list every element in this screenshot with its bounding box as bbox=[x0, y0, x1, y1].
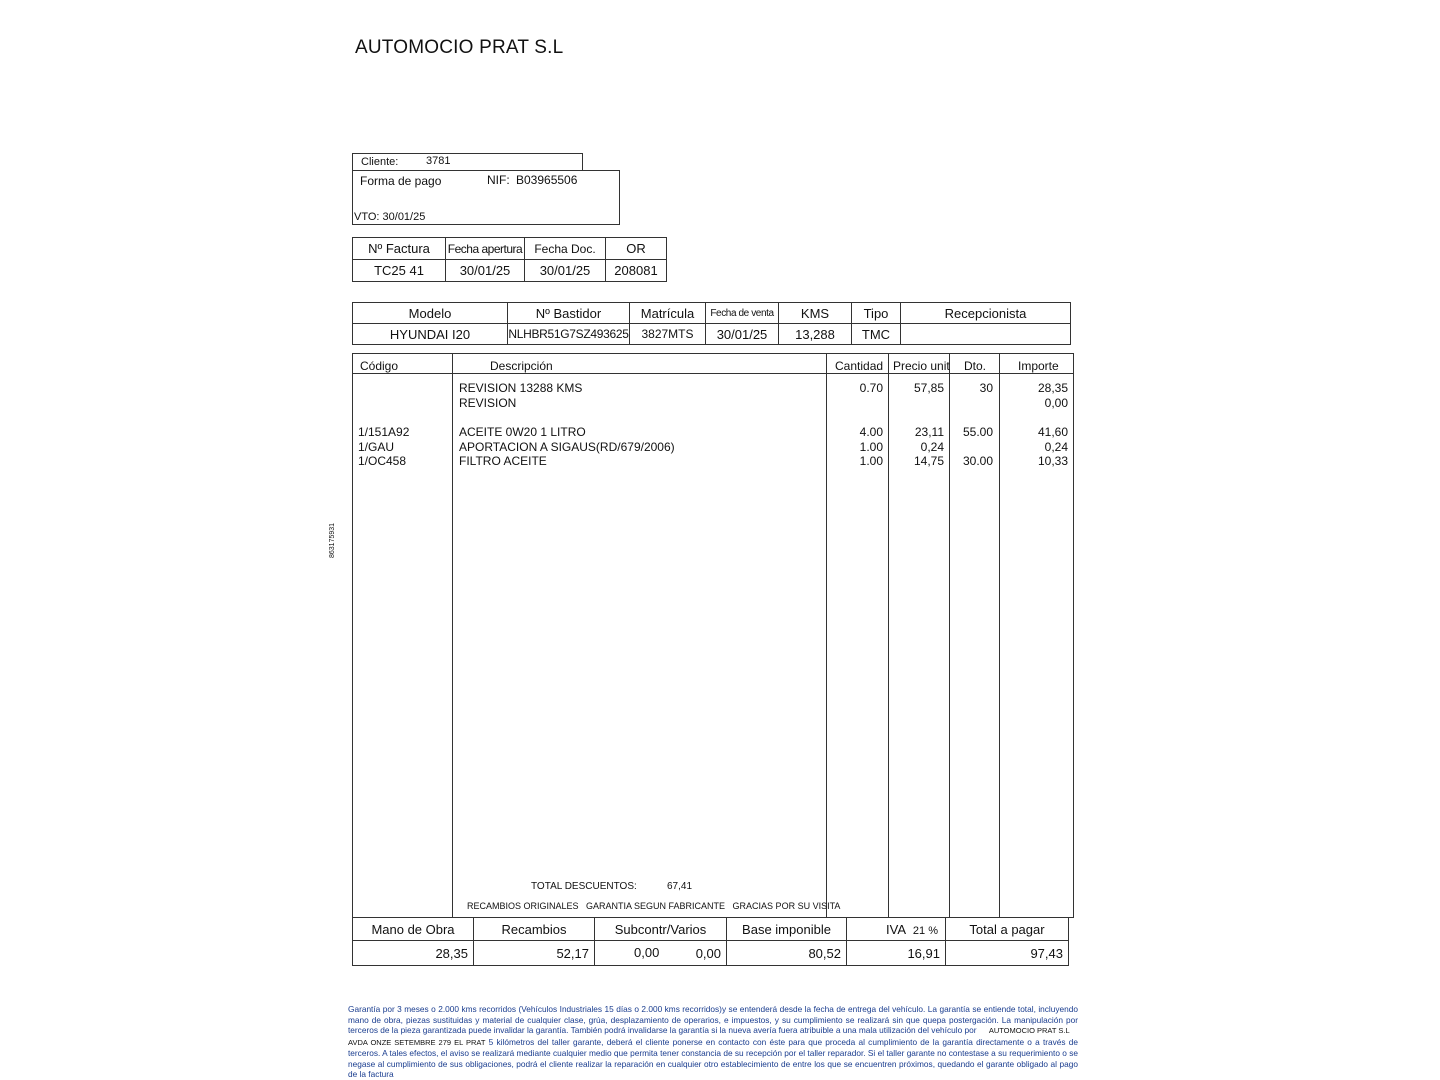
or-header: OR bbox=[606, 238, 667, 260]
receptionist-header: Recepcionista bbox=[901, 303, 1071, 324]
kms-header: KMS bbox=[779, 303, 852, 324]
line-description: ACEITE 0W20 1 LITRO bbox=[459, 425, 586, 439]
client-label: Cliente: bbox=[361, 156, 399, 168]
line-amount: 10,33 bbox=[1037, 454, 1068, 468]
line-description: FILTRO ACEITE bbox=[459, 454, 547, 468]
line-code: 1/OC458 bbox=[358, 454, 407, 468]
line-code: 1/151A92 bbox=[358, 425, 410, 439]
amount-header: Importe bbox=[1018, 359, 1059, 373]
doc-date-header: Fecha Doc. bbox=[525, 238, 606, 260]
parts-value: 52,17 bbox=[474, 941, 595, 966]
vehicle-table bbox=[352, 302, 1071, 345]
plate-header: Matrícula bbox=[630, 303, 706, 324]
plate-value: 3827MTS bbox=[630, 324, 706, 345]
line-qty: 1.00 bbox=[859, 454, 883, 468]
line-description: REVISION 13288 KMS bbox=[459, 381, 583, 395]
doc-date: 30/01/25 bbox=[525, 260, 606, 282]
code-header: Código bbox=[360, 359, 399, 373]
varios-value: 0,00 bbox=[695, 945, 721, 961]
line-item bbox=[353, 440, 1075, 455]
line-item bbox=[353, 381, 1075, 396]
side-code: 863175931 bbox=[329, 522, 336, 558]
or-number: 208081 bbox=[606, 260, 667, 282]
line-amount: 0,24 bbox=[1044, 440, 1068, 454]
subcontract-value: 0,00 bbox=[634, 945, 660, 960]
description-header: Descripción bbox=[490, 359, 553, 373]
subcontract-label: Subcontr/Varios bbox=[595, 918, 727, 941]
client-number: 3781 bbox=[426, 155, 451, 167]
invoice-lines bbox=[352, 353, 1074, 918]
line-item bbox=[353, 454, 1075, 469]
footer-note: RECAMBIOS ORIGINALES GARANTIA SEGUN FABRICANTE GRACIAS POR SU VISITA bbox=[467, 901, 841, 911]
totals-table bbox=[352, 917, 1069, 966]
line-description: REVISION bbox=[459, 396, 517, 410]
line-qty: 4.00 bbox=[859, 425, 883, 439]
base-label: Base imponible bbox=[727, 918, 847, 941]
line-price: 0,24 bbox=[920, 440, 944, 454]
total-discounts-label: TOTAL DESCUENTOS: bbox=[531, 881, 637, 892]
iva-rate: 21 % bbox=[912, 924, 938, 937]
line-item bbox=[353, 425, 1075, 440]
type-value: TMC bbox=[852, 324, 901, 345]
discount-header: Dto. bbox=[964, 359, 987, 373]
client-box bbox=[352, 153, 583, 171]
line-price: 14,75 bbox=[913, 454, 944, 468]
nif-value: B03965506 bbox=[516, 173, 578, 187]
due-date: VTO: 30/01/25 bbox=[354, 211, 426, 223]
total-value: 97,43 bbox=[946, 941, 1069, 966]
warranty-company: AUTOMOCIO PRAT S.L bbox=[988, 1026, 1070, 1035]
line-discount: 55.00 bbox=[962, 425, 993, 439]
warranty-text-part2: 5 kilómetros del taller garante, deberá el cliente ponerse en contacto con éste para que proceda al cumplimiento de la garantía directamente o a través de terceros. A tales efectos, el aviso se realizará mediante cualquier medio que permita tener constancia de su recepción por el taller reparador. Si el taller garante no contestase a su requerimiento o se negase al cumplimiento de sus obligaciones, podrá el cliente realizar la reparación en cualquier otro establecimiento de entre los que se encuentren próximos, quedando el garante obligado al pago de la factura bbox=[348, 1036, 1078, 1079]
company-name: AUTOMOCIO PRAT S.L bbox=[355, 37, 564, 58]
total-discounts-value: 67,41 bbox=[667, 881, 693, 892]
chassis-value: NLHBR51G7SZ493625 bbox=[508, 324, 630, 345]
opening-date-header: Fecha apertura bbox=[446, 238, 525, 260]
iva-value: 16,91 bbox=[847, 941, 946, 966]
line-amount: 41,60 bbox=[1037, 425, 1068, 439]
type-header: Tipo bbox=[852, 303, 901, 324]
line-price: 57,85 bbox=[913, 381, 944, 395]
model-value: HYUNDAI I20 bbox=[353, 324, 508, 345]
line-amount: 0,00 bbox=[1044, 396, 1068, 410]
invoice-number: TC25 41 bbox=[353, 260, 446, 282]
line-price: 23,11 bbox=[914, 425, 944, 439]
warranty-text-part1: Garantía por 3 meses o 2.000 kms recorridos (Vehículos Industriales 15 días o 2.000 kms recorridos)y se entenderá desde la fecha de entrega del vehículo. La garantía se entiende total, incluyendo mano de obra, piezas sustituidas y material de cualquier clase, grúa, desplazamiento de operarios, e impuestos, y su cumplimiento se realizará sin que quepa postergación. La manipulación por terceros de la pieza garantizada puede invalidar la garantía. También podrá invalidarse la garantía si la nueva avería fuera atribuible a una mala utilización del vehículo por bbox=[348, 1004, 1078, 1035]
line-description: APORTACION A SIGAUS(RD/679/2006) bbox=[459, 440, 675, 454]
nif-label: NIF: bbox=[487, 173, 510, 187]
warranty-address: AVDA ONZE SETEMBRE 279 EL PRAT bbox=[348, 1037, 486, 1047]
iva-label: IVA bbox=[886, 921, 906, 937]
receptionist-value bbox=[901, 324, 1071, 345]
sale-date-value: 30/01/25 bbox=[706, 324, 779, 345]
parts-label: Recambios bbox=[474, 918, 595, 941]
model-header: Modelo bbox=[353, 303, 508, 324]
line-discount: 30.00 bbox=[962, 454, 993, 468]
payment-box bbox=[352, 170, 620, 225]
labor-label: Mano de Obra bbox=[353, 918, 474, 941]
kms-value: 13,288 bbox=[779, 324, 852, 345]
warranty-text bbox=[348, 1004, 1078, 1080]
line-qty: 1.00 bbox=[859, 440, 883, 454]
payment-label: Forma de pago bbox=[360, 174, 442, 188]
total-label: Total a pagar bbox=[946, 918, 1069, 941]
line-discount: 30 bbox=[979, 381, 993, 395]
chassis-header: Nº Bastidor bbox=[508, 303, 630, 324]
opening-date: 30/01/25 bbox=[446, 260, 525, 282]
qty-header: Cantidad bbox=[835, 359, 884, 373]
line-code: 1/GAU bbox=[358, 440, 395, 454]
line-item bbox=[353, 396, 1075, 411]
invoice-number-header: Nº Factura bbox=[353, 238, 446, 260]
price-header: Precio unit bbox=[893, 359, 950, 373]
invoice-table bbox=[352, 237, 667, 282]
labor-value: 28,35 bbox=[353, 941, 474, 966]
line-qty: 0.70 bbox=[859, 381, 883, 395]
line-amount: 28,35 bbox=[1037, 381, 1068, 395]
sale-date-header: Fecha de venta bbox=[706, 303, 779, 324]
base-value: 80,52 bbox=[727, 941, 847, 966]
